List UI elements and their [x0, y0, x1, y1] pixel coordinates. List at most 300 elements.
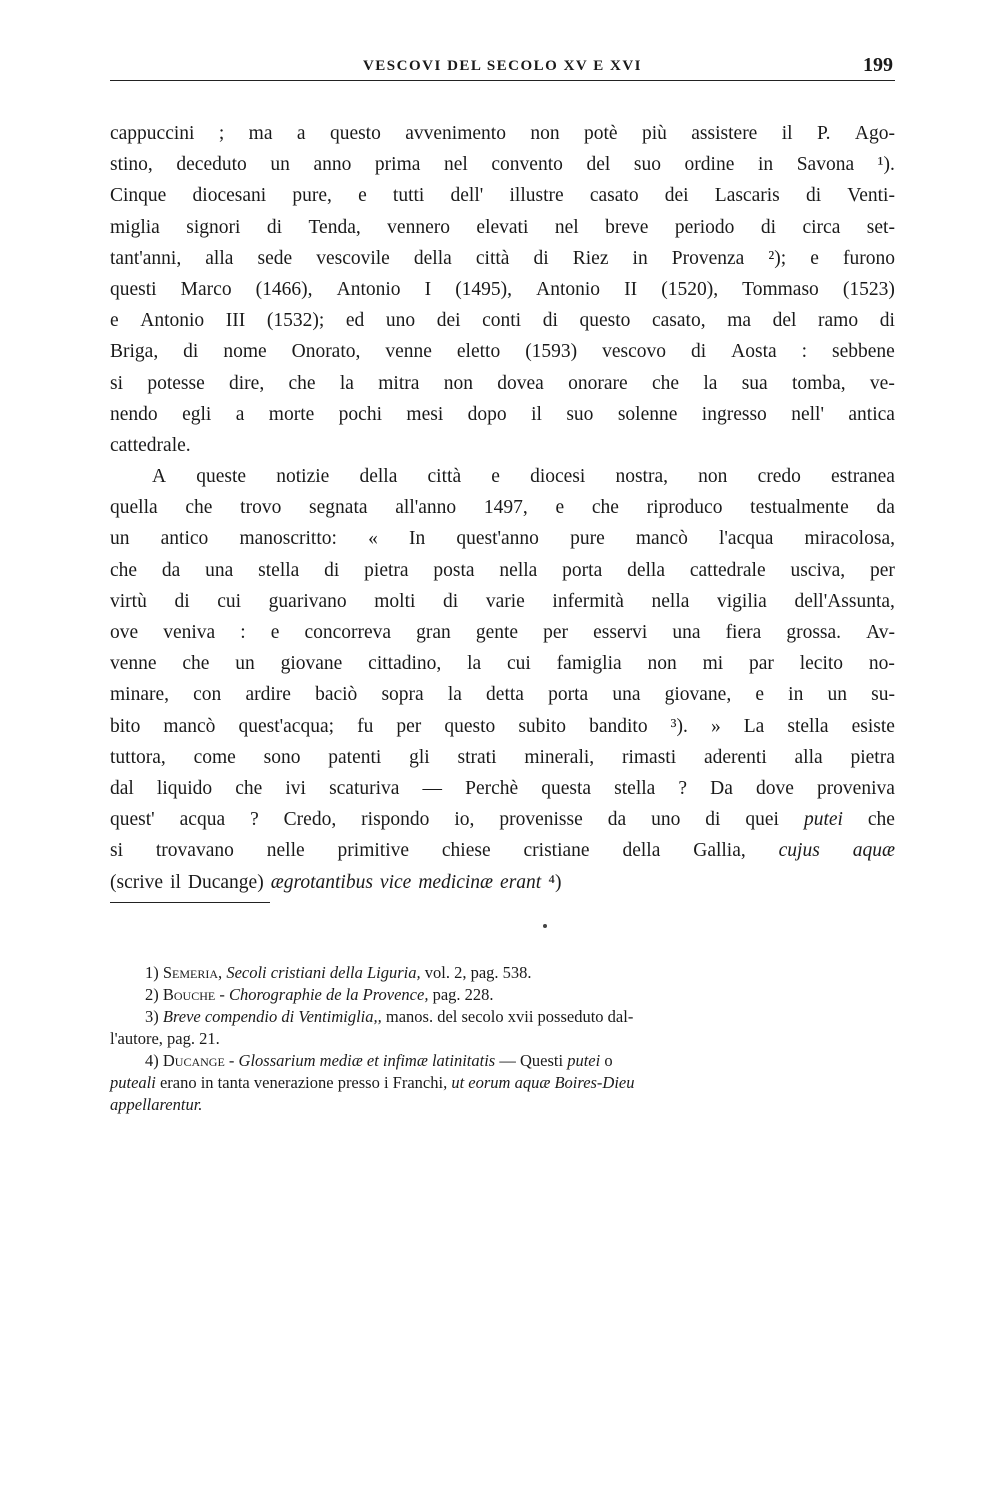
word: diocesani: [192, 185, 267, 207]
word: furono: [842, 247, 895, 269]
footnote-term: puteali: [110, 1073, 156, 1092]
word: di: [879, 310, 895, 332]
text-line: [110, 648, 895, 679]
word: quest'acqua;: [238, 715, 335, 737]
word: nella: [499, 559, 538, 581]
word: :: [801, 341, 808, 363]
word: uno: [385, 310, 416, 332]
word: minerali,: [524, 746, 595, 768]
word: dei: [436, 310, 461, 332]
word: questo: [579, 310, 631, 332]
word: detta: [486, 684, 524, 706]
word: esservi: [593, 622, 648, 643]
word: porta: [548, 684, 589, 706]
word: par: [748, 653, 774, 675]
word: ⁴): [548, 871, 562, 893]
text-line: [110, 430, 895, 461]
word: della: [413, 247, 452, 269]
word: ægrotantibus: [270, 871, 373, 893]
word: pure,: [292, 185, 332, 207]
word: Gallia,: [693, 840, 746, 862]
word: prima: [374, 154, 421, 176]
footnote-term: putei: [567, 1051, 601, 1070]
word: rispondo: [361, 809, 430, 831]
word: si: [110, 840, 124, 862]
text-line: [110, 305, 895, 336]
word: un: [827, 684, 847, 706]
word: usciva,: [790, 559, 846, 581]
word: da: [876, 497, 895, 519]
word: dopo: [467, 403, 507, 425]
word: notizie: [276, 466, 330, 488]
word: la: [703, 372, 718, 394]
word: sua: [741, 372, 768, 394]
text-line: [110, 212, 895, 243]
word: Perchè: [465, 777, 519, 799]
word: rimasti: [621, 746, 677, 768]
word: ordine: [684, 154, 735, 176]
word: estranea: [831, 466, 895, 488]
word: di: [705, 809, 721, 831]
word: cittadino,: [368, 653, 442, 675]
word: bandito: [589, 715, 648, 737]
footnote-reference: pag. 228.: [432, 985, 494, 1004]
text-line: [110, 149, 895, 180]
word: vigilia: [717, 590, 767, 612]
word: venne: [385, 341, 432, 363]
word: tuttora,: [110, 746, 166, 768]
word: scaturiva: [329, 777, 400, 799]
word: non: [530, 123, 560, 144]
word: vescovile: [316, 247, 390, 269]
word: cattedrale: [689, 559, 766, 581]
word: non: [443, 372, 473, 394]
word: venne: [110, 653, 157, 675]
word: di: [760, 216, 777, 238]
word: per: [543, 622, 569, 643]
word: mancò: [635, 528, 688, 550]
word: città: [475, 247, 510, 269]
word: pure: [570, 528, 605, 550]
text-line: [110, 368, 895, 399]
word: della: [622, 840, 661, 862]
word: suo: [566, 403, 594, 425]
word: mi: [702, 653, 724, 675]
word: ardire: [245, 684, 291, 706]
word: antica: [848, 403, 895, 425]
word: della: [359, 466, 398, 488]
footnote-marker: 2): [145, 985, 159, 1004]
word: subito: [518, 715, 567, 737]
word: ma: [248, 123, 273, 144]
word: su-: [871, 684, 895, 706]
word: casato: [589, 185, 639, 207]
word: pochi: [338, 403, 382, 425]
word: questi: [110, 278, 157, 300]
text-line: [110, 835, 895, 866]
word: ²);: [768, 247, 787, 269]
text-line: [110, 679, 895, 710]
word: città: [427, 466, 462, 488]
word: aquæ: [852, 840, 895, 862]
word: testualmente: [750, 497, 849, 519]
word: deceduto: [176, 154, 247, 176]
word: e: [358, 185, 367, 207]
word: Briga,: [110, 341, 159, 363]
word: stella: [258, 559, 300, 581]
word: conti: [482, 310, 522, 332]
word: e: [555, 497, 565, 519]
word: nostra,: [615, 466, 668, 488]
word: ed: [345, 310, 365, 332]
paragraph-start-line: [110, 461, 895, 492]
word: erant: [500, 871, 542, 893]
word: potè: [584, 123, 618, 144]
word: di: [691, 341, 707, 363]
word: (1520),: [661, 278, 719, 300]
text-line: [110, 867, 895, 898]
word: P.: [816, 123, 831, 144]
footnote-reference: erano in tanta venerazione presso i Franchi,: [159, 1073, 448, 1092]
word: antico: [160, 528, 209, 550]
word: cujus: [778, 840, 820, 862]
word: dove: [755, 777, 794, 799]
word: giovane,: [664, 684, 732, 706]
body-text: [110, 118, 895, 898]
word: stino,: [110, 154, 153, 176]
word: Antonio: [140, 310, 205, 332]
word: dire,: [229, 372, 265, 394]
word: egli: [182, 403, 212, 425]
word: diocesi: [530, 466, 586, 488]
word: baciò: [315, 684, 358, 706]
word: fiera: [725, 622, 762, 643]
word: potesse: [147, 372, 205, 394]
word: ivi: [285, 777, 306, 799]
word: uno: [651, 809, 681, 831]
word: nel: [554, 216, 579, 238]
footnote-marker: 4): [145, 1051, 159, 1070]
word: che: [182, 653, 210, 675]
word: nell': [791, 403, 824, 425]
footnote-4-continuation: [110, 1094, 895, 1116]
word: suo: [633, 154, 661, 176]
word: :: [240, 622, 246, 643]
word: lecito: [799, 653, 844, 675]
word: quei: [745, 809, 779, 831]
word: concorreva: [304, 622, 392, 643]
footnote-reference: manos. del secolo xvii posseduto dal-: [385, 1007, 634, 1026]
word: io,: [454, 809, 475, 831]
word: nome: [223, 341, 267, 363]
word: un: [270, 154, 290, 176]
footnote-author: Semeria,: [162, 963, 223, 982]
footnote-conjunction: o: [604, 1051, 613, 1070]
word: Savona: [796, 154, 855, 176]
running-title: VESCOVI DEL SECOLO XV E XVI: [362, 58, 643, 74]
footnote-marker: 3): [145, 1007, 159, 1026]
word: di: [266, 216, 283, 238]
word: che: [651, 372, 680, 394]
text-line: [110, 180, 895, 211]
word: gli: [409, 746, 430, 768]
word: il: [531, 403, 542, 425]
word: queste: [196, 466, 247, 488]
footnote-separator: [110, 902, 270, 903]
word: La: [743, 715, 765, 737]
word: l'acqua: [719, 528, 774, 550]
word: il: [170, 871, 181, 893]
word: set-: [866, 216, 895, 238]
word: di: [542, 310, 558, 332]
word: I: [424, 278, 432, 300]
word: acqua: [179, 809, 226, 831]
word: dell'Assunta,: [794, 590, 895, 612]
word: si: [110, 372, 124, 394]
word: ?: [678, 777, 688, 799]
word: con: [193, 684, 222, 706]
word: Provenza: [671, 247, 745, 269]
word: »: [710, 715, 721, 737]
word: (1466),: [255, 278, 313, 300]
footnote-reference: l'autore, pag. 21.: [110, 1029, 220, 1048]
text-line: [110, 274, 895, 305]
word: di: [183, 341, 199, 363]
word: proveniva: [816, 777, 895, 799]
text-line: [110, 243, 895, 274]
word: alla: [205, 247, 234, 269]
word: Lascaris: [714, 185, 780, 207]
word: ingresso: [701, 403, 767, 425]
word: ove: [110, 622, 139, 643]
word: provenisse: [499, 809, 583, 831]
word: varie: [485, 590, 525, 612]
word: Marco: [180, 278, 232, 300]
word: mitra: [378, 372, 420, 394]
word: liquido: [156, 777, 213, 799]
word: Ago-: [854, 123, 895, 144]
word: da: [161, 559, 181, 581]
word: patenti: [328, 746, 382, 768]
word: all'anno: [395, 497, 457, 519]
word: chiese: [441, 840, 491, 862]
word: nella: [651, 590, 690, 612]
word: la: [467, 653, 482, 675]
word: per: [870, 559, 895, 581]
word: (1523): [842, 278, 895, 300]
word: vice: [379, 871, 412, 893]
word: un: [110, 528, 130, 550]
footnote-2: [110, 984, 895, 1006]
word: che: [591, 497, 619, 519]
word: ;: [218, 123, 225, 144]
word: avvenimento: [405, 123, 506, 144]
word: vescovo: [602, 341, 667, 363]
footnote-3-continuation: [110, 1028, 895, 1050]
word: giovane: [280, 653, 343, 675]
footnote-author: Ducange -: [162, 1051, 235, 1070]
word: a: [296, 123, 306, 144]
word: mancò: [163, 715, 216, 737]
word: ve-: [869, 372, 895, 394]
word: —: [422, 777, 443, 799]
word: gran: [416, 622, 451, 643]
word: credo: [757, 466, 801, 488]
footnote-author: Bouche -: [162, 985, 225, 1004]
word: come: [193, 746, 236, 768]
word: Riez: [572, 247, 609, 269]
text-line: [110, 804, 895, 835]
word: minare,: [110, 684, 170, 706]
text-line: [110, 617, 895, 648]
word: solenne: [617, 403, 678, 425]
word: sede: [257, 247, 293, 269]
word: ¹).: [877, 154, 895, 176]
word: non: [698, 466, 728, 488]
text-line: [110, 586, 895, 617]
text-line: [110, 742, 895, 773]
word: in: [788, 684, 804, 706]
word: fu: [357, 715, 374, 737]
footnote-4-continuation: [110, 1072, 895, 1094]
footnote-title: Breve compendio di Ventimiglia,,: [162, 1007, 382, 1026]
word: di: [805, 185, 822, 207]
word: dell': [450, 185, 484, 207]
text-line: [110, 492, 895, 523]
word: putei: [803, 809, 843, 831]
word: più: [641, 123, 667, 144]
word: quella: [110, 497, 158, 519]
word: miglia: [110, 216, 160, 238]
word: cristiane: [523, 840, 590, 862]
word: e: [110, 310, 119, 332]
word: Da: [710, 777, 733, 799]
word: Aosta: [731, 341, 777, 363]
word: che: [867, 809, 895, 831]
word: Antonio: [336, 278, 401, 300]
word: morte: [268, 403, 315, 425]
word: cappuccini: [110, 123, 195, 144]
word: eletto: [456, 341, 501, 363]
word: convento: [491, 154, 563, 176]
word: pietra: [850, 746, 895, 768]
word: bito: [110, 715, 141, 737]
word: signori: [186, 216, 241, 238]
footnote-title: Secoli cristiani della Liguria,: [226, 963, 421, 982]
word: Venti-: [847, 185, 895, 207]
footnote-3: [110, 1006, 895, 1028]
word: una: [205, 559, 234, 581]
word: in: [757, 154, 774, 176]
footnote-4: [110, 1050, 895, 1072]
word: vennero: [387, 216, 450, 238]
word: guarivano: [268, 590, 347, 612]
word: cui: [217, 590, 242, 612]
word: la: [339, 372, 354, 394]
word: molti: [374, 590, 416, 612]
word: Cinque: [110, 185, 167, 207]
word: In: [408, 528, 426, 550]
word: ramo: [818, 310, 859, 332]
word: una: [672, 622, 701, 643]
word: quest'anno: [456, 528, 539, 550]
footnote-1: [110, 962, 895, 984]
word: stella: [614, 777, 656, 799]
word: e: [491, 466, 500, 488]
word: di: [324, 559, 340, 581]
word: questa: [541, 777, 592, 799]
word: quest': [110, 809, 155, 831]
word: che: [288, 372, 316, 394]
word: periodo: [674, 216, 735, 238]
word: III: [225, 310, 246, 332]
word: una: [612, 684, 641, 706]
word: del: [586, 154, 611, 176]
word: stella: [787, 715, 829, 737]
word: di: [533, 247, 549, 269]
word: Onorato,: [291, 341, 361, 363]
word: aderenti: [703, 746, 767, 768]
word: tomba,: [792, 372, 846, 394]
word: A: [152, 466, 167, 488]
word: (1495),: [455, 278, 513, 300]
word: ma: [727, 310, 752, 332]
word: manoscritto:: [239, 528, 337, 550]
word: (scrive: [110, 871, 164, 893]
word: Ducange): [187, 871, 264, 893]
word: virtù: [110, 590, 147, 612]
word: il: [781, 123, 793, 144]
word: grossa.: [786, 622, 842, 643]
word: pietra: [364, 559, 409, 581]
word: circa: [802, 216, 841, 238]
word: Antonio: [536, 278, 601, 300]
word: dei: [664, 185, 689, 207]
word: illustre: [509, 185, 564, 207]
footnote-reference: — Questi: [499, 1051, 564, 1070]
word: di: [443, 590, 459, 612]
footnotes: [110, 962, 895, 1116]
word: trovavano: [155, 840, 234, 862]
word: sopra: [381, 684, 424, 706]
word: non: [647, 653, 677, 675]
word: breve: [605, 216, 649, 238]
word: cui: [507, 653, 531, 675]
word: di: [174, 590, 190, 612]
print-speck: [543, 924, 547, 928]
word: anno: [313, 154, 352, 176]
word: posta: [433, 559, 475, 581]
word: (1532);: [266, 310, 325, 332]
word: per: [396, 715, 422, 737]
word: medicinæ: [418, 871, 494, 893]
word: tant'anni,: [110, 247, 182, 269]
word: dal: [110, 777, 134, 799]
word: infermità: [552, 590, 624, 612]
text-line: [110, 711, 895, 742]
word: miracolosa,: [804, 528, 895, 550]
word: no-: [868, 653, 895, 675]
word: «: [368, 528, 378, 550]
word: sono: [263, 746, 301, 768]
word: del: [772, 310, 797, 332]
text-line: [110, 336, 895, 367]
word: da: [607, 809, 627, 831]
word: gente: [475, 622, 519, 643]
word: II: [624, 278, 638, 300]
word: e: [755, 684, 765, 706]
word: Tenda,: [308, 216, 361, 238]
